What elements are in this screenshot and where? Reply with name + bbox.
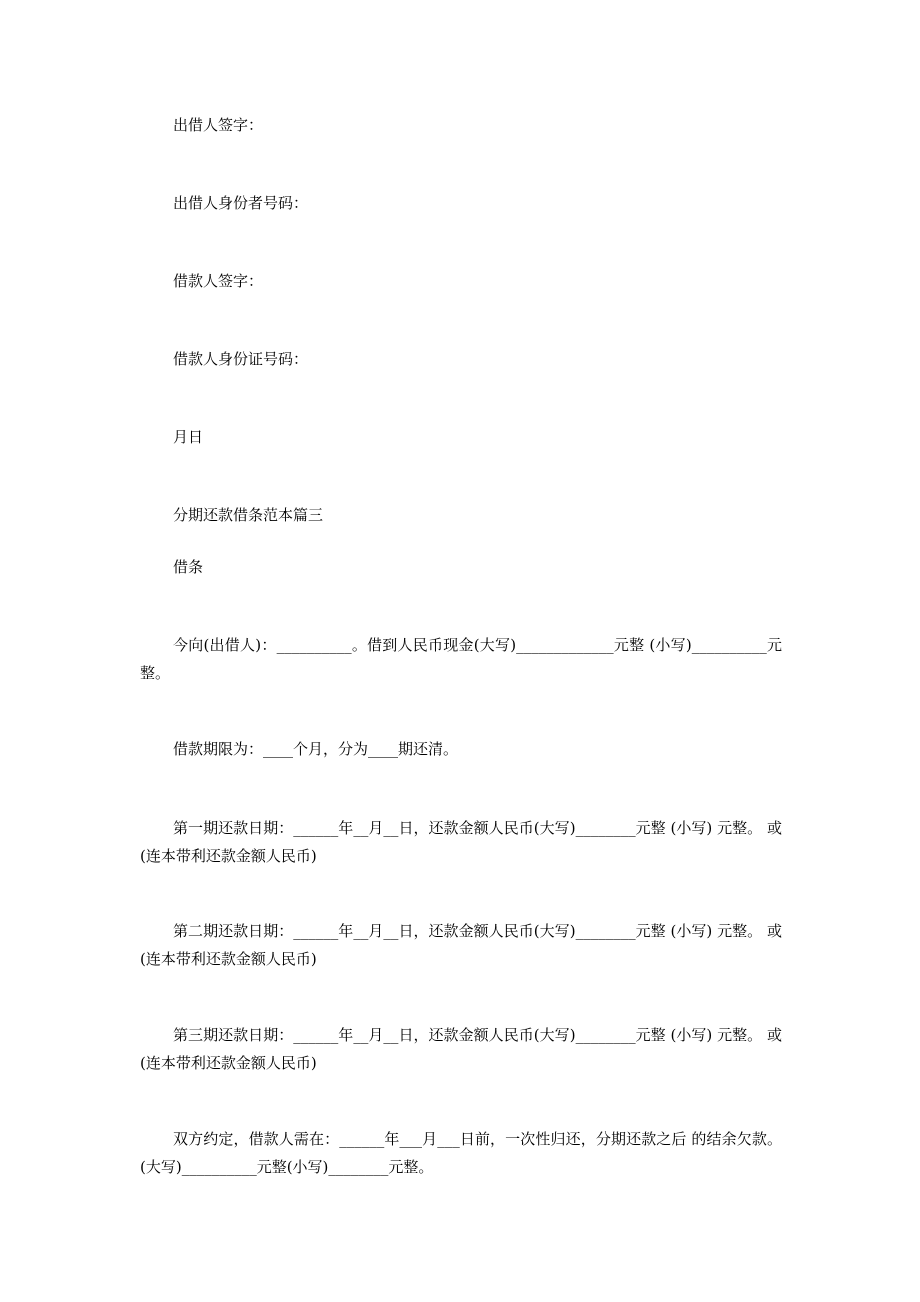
borrow-statement-paragraph: 今向(出借人)：__________。借到人民币现金(大写)_____________元整 (小写)__________元整。 xyxy=(140,636,782,682)
installment-2-paragraph: 第二期还款日期：______年__月__日，还款金额人民币(大写)________元整 (小写) 元整。 或(连本带利还款金额人民币) xyxy=(140,922,782,968)
section-heading: 分期还款借条范本篇三 xyxy=(173,506,324,524)
borrower-signature-label: 借款人签字： xyxy=(173,272,264,290)
date-label: 月日 xyxy=(173,428,204,446)
lender-id-label: 出借人身份者号码： xyxy=(173,194,309,212)
lender-signature-label: 出借人签字： xyxy=(173,116,264,134)
agreement-paragraph: 双方约定，借款人需在：______年___月___日前，一次性归还，分期还款之后 的结余欠款。(大写)__________元整(小写)________元整。 xyxy=(140,1130,782,1176)
loan-term-paragraph: 借款期限为：____个月，分为____期还清。 xyxy=(173,740,459,758)
borrower-id-label: 借款人身份证号码： xyxy=(173,350,309,368)
installment-3-paragraph: 第三期还款日期：______年__月__日，还款金额人民币(大写)________元整 (小写) 元整。 或(连本带利还款金额人民币) xyxy=(140,1026,782,1072)
installment-1-paragraph: 第一期还款日期：______年__月__日，还款金额人民币(大写)________元整 (小写) 元整。 或(连本带利还款金额人民币) xyxy=(140,819,782,865)
document-title: 借条 xyxy=(173,558,204,576)
